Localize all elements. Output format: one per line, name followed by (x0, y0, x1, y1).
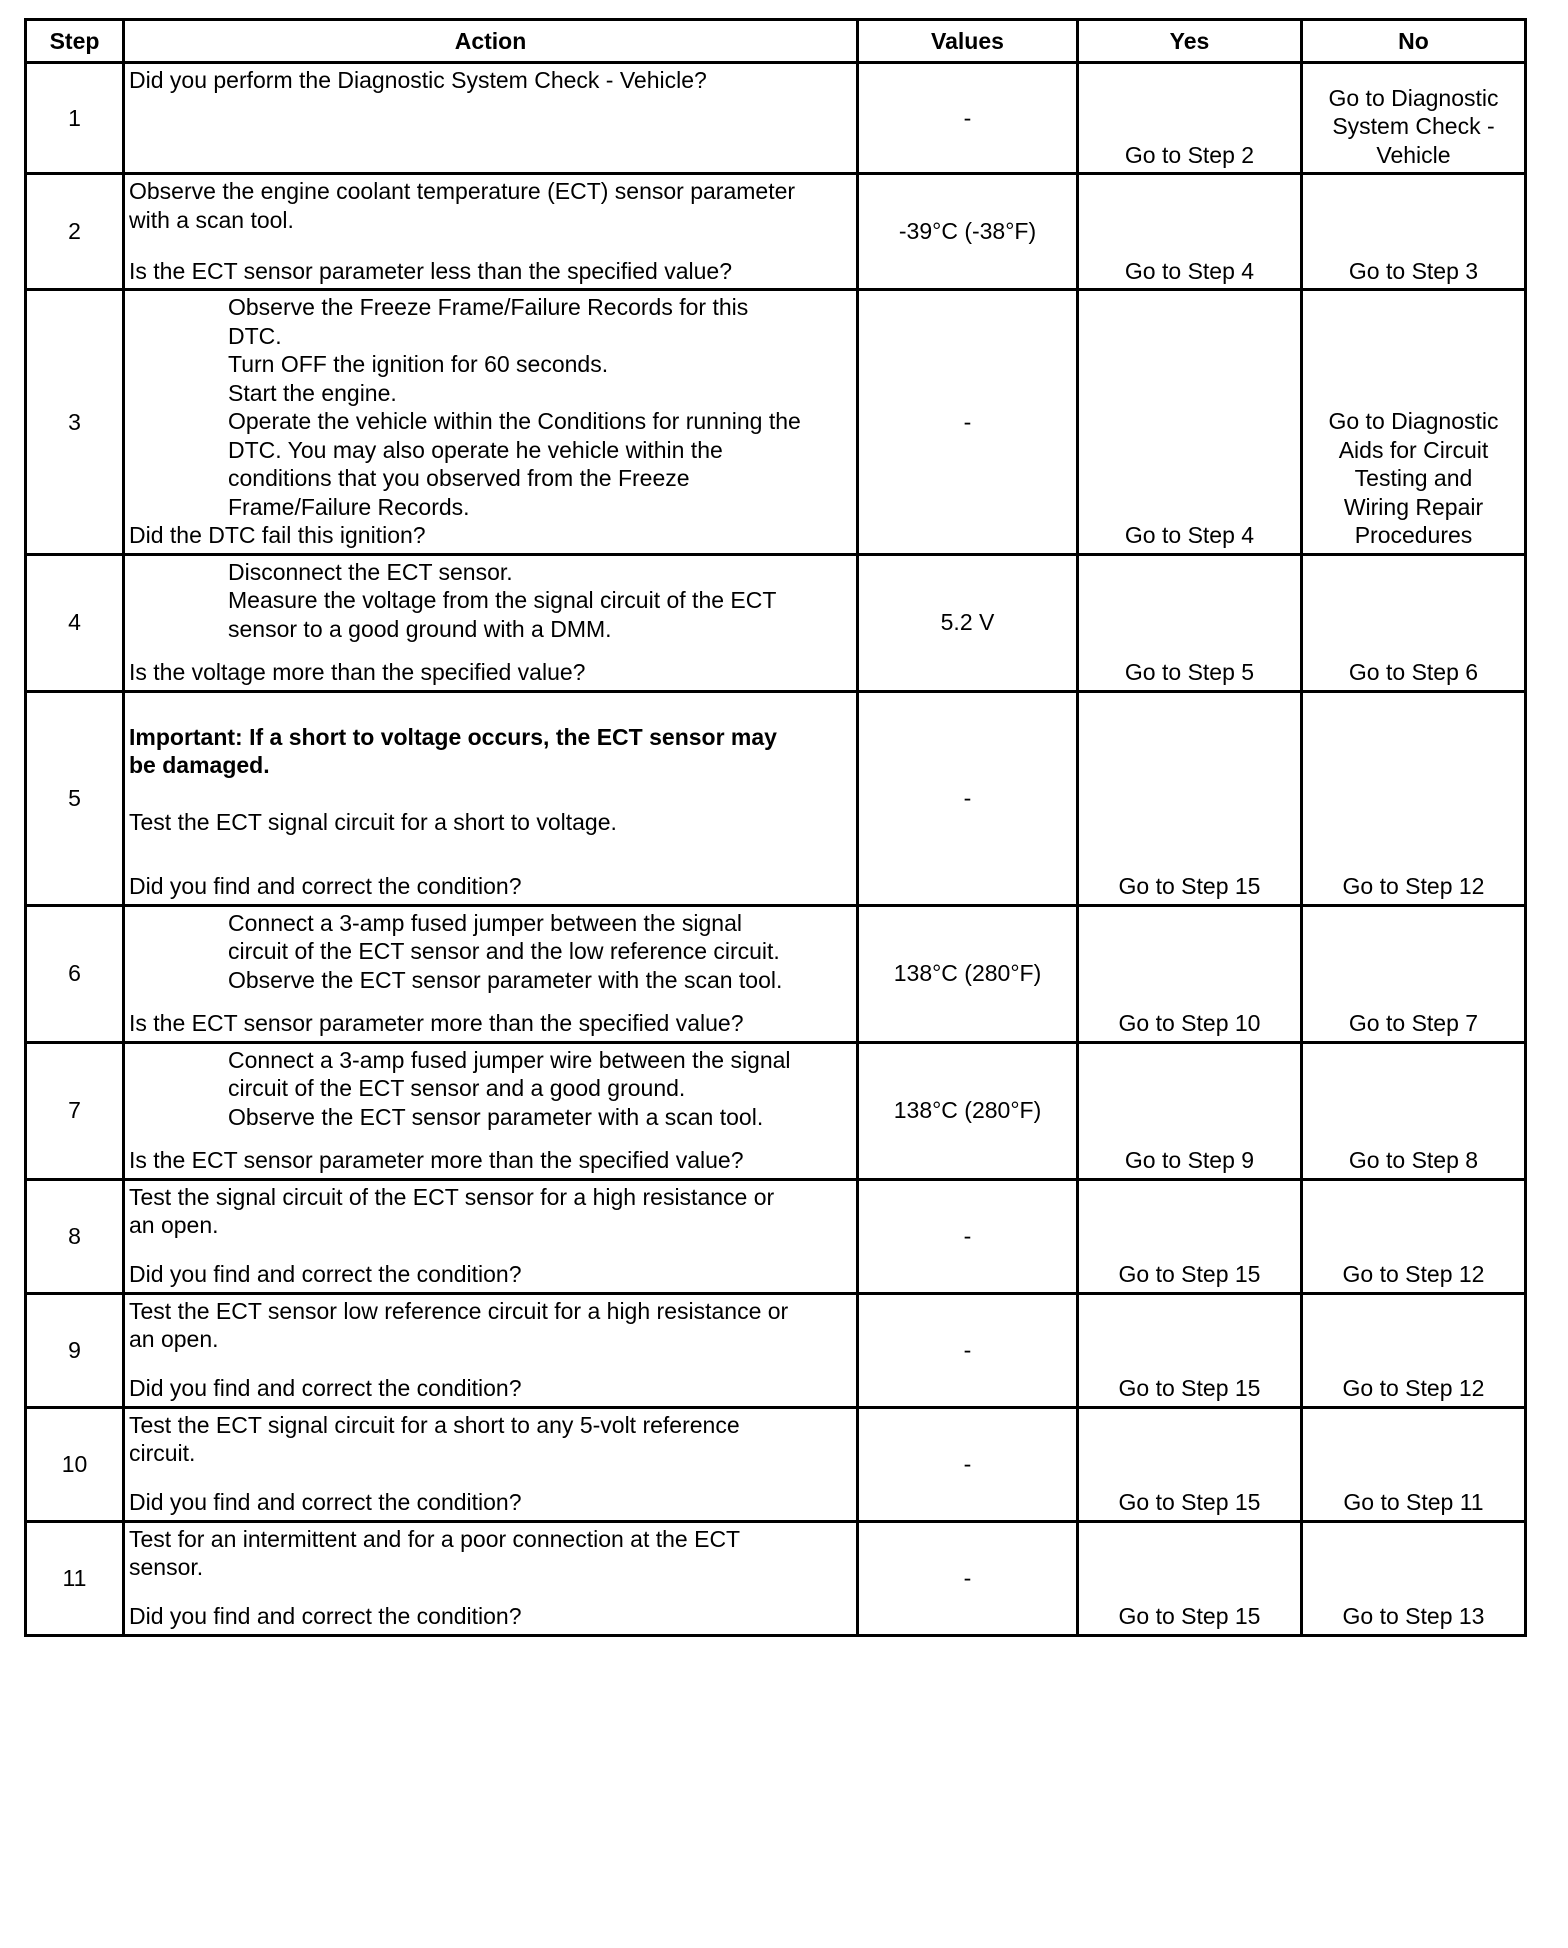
action-instructions (129, 695, 852, 837)
table-row (26, 1407, 1526, 1521)
no-result (1302, 1293, 1526, 1407)
step-number: 5 (26, 691, 124, 905)
spacer (129, 695, 852, 723)
action-cell (124, 1179, 858, 1293)
spec-value: - (858, 63, 1078, 174)
action-instructions (129, 909, 852, 995)
spacer (129, 780, 852, 808)
step-number: 7 (26, 1042, 124, 1179)
yes-result: Go to Step 5 (1078, 554, 1302, 691)
action-step-line: Connect a 3-amp fused jumper between the signal (228, 909, 742, 936)
action-content (129, 66, 852, 169)
action-instructions (129, 1297, 852, 1354)
action-step-line: conditions that you observed from the Freeze (228, 465, 690, 491)
action-instructions (129, 1411, 852, 1468)
action-line: with a scan tool. (129, 206, 294, 233)
header-yes: Yes (1078, 20, 1302, 63)
no-result-line: Procedures (1354, 522, 1473, 548)
action-step-line: circuit of the ECT sensor and the low reference circuit. (228, 938, 780, 964)
no-result-line: Go to Step 12 (1342, 1375, 1485, 1401)
action-line: sensor. (129, 1554, 204, 1580)
yes-result: Go to Step 15 (1078, 691, 1302, 905)
action-line: Test the signal circuit of the ECT sensor for a high resistance or (129, 1183, 775, 1210)
action-step-line: DTC. You may also operate he vehicle within the (228, 436, 723, 463)
action-line: Test for an intermittent and for a poor connection at the ECT (129, 1525, 741, 1552)
action-instructions (129, 177, 852, 234)
step-number: 6 (26, 905, 124, 1042)
action-cell (124, 1407, 858, 1521)
yes-result: Go to Step 15 (1078, 1407, 1302, 1521)
step-number: 11 (26, 1521, 124, 1635)
action-question: Did the DTC fail this ignition? (129, 522, 426, 548)
action-question: Is the ECT sensor parameter more than the specified value? (129, 1147, 744, 1173)
no-result (1302, 1042, 1526, 1179)
spec-value: - (858, 691, 1078, 905)
action-cell (124, 1042, 858, 1179)
action-cell (124, 290, 858, 555)
action-step-line: Observe the ECT sensor parameter with a scan tool. (228, 1103, 764, 1130)
no-result-line: Go to Step 6 (1348, 659, 1479, 685)
action-content (129, 909, 852, 1038)
action-question: Did you find and correct the condition? (129, 1603, 522, 1629)
action-question: Is the ECT sensor parameter more than the specified value? (129, 1010, 744, 1036)
action-question: Did you find and correct the condition? (129, 1261, 522, 1287)
action-step-line: DTC. (228, 322, 282, 349)
action-instructions (129, 558, 852, 644)
header-no: No (1302, 20, 1526, 63)
table-row (26, 1293, 1526, 1407)
action-cell (124, 174, 858, 290)
yes-result: Go to Step 4 (1078, 174, 1302, 290)
action-question: Did you find and correct the condition? (129, 873, 522, 899)
yes-result: Go to Step 9 (1078, 1042, 1302, 1179)
action-content (129, 293, 852, 550)
action-line: Observe the engine coolant temperature (ECT) sensor parameter (129, 178, 796, 204)
table-row (26, 1179, 1526, 1293)
no-result-line: Wiring Repair (1343, 493, 1484, 520)
table-row (26, 905, 1526, 1042)
action-content (129, 1297, 852, 1403)
action-content (129, 1046, 852, 1175)
action-line: an open. (129, 1326, 219, 1352)
step-number: 1 (26, 63, 124, 174)
action-line: an open. (129, 1212, 219, 1238)
no-result (1302, 905, 1526, 1042)
no-result (1302, 1407, 1526, 1521)
action-step-line: Disconnect the ECT sensor. (228, 558, 513, 585)
action-line: Test the ECT signal circuit for a short to voltage. (129, 808, 617, 835)
table-row (26, 174, 1526, 290)
action-instructions (129, 66, 852, 95)
table-row (26, 1042, 1526, 1179)
action-content (129, 558, 852, 687)
action-instructions (129, 1046, 852, 1132)
action-cell (124, 1293, 858, 1407)
action-instructions (129, 293, 852, 521)
action-line: circuit. (129, 1440, 196, 1466)
action-step-line: Operate the vehicle within the Conditions for running the (228, 408, 801, 434)
action-step-line: Turn OFF the ignition for 60 seconds. (228, 351, 609, 377)
no-result-line: Go to Step 8 (1348, 1147, 1479, 1173)
yes-result: Go to Step 2 (1078, 63, 1302, 174)
no-result-line: Go to Step 12 (1342, 873, 1485, 899)
important-note: Important: If a short to voltage occurs, the ECT sensor may (129, 723, 777, 750)
action-content (129, 1183, 852, 1289)
no-result-line: System Check - (1332, 113, 1495, 139)
action-question: Is the ECT sensor parameter less than the specified value? (129, 257, 733, 284)
action-step-line: circuit of the ECT sensor and a good ground. (228, 1075, 686, 1101)
action-question: Is the voltage more than the specified value? (129, 659, 586, 685)
table-row (26, 691, 1526, 905)
no-result (1302, 290, 1526, 555)
action-step-line: Connect a 3-amp fused jumper wire between the signal (228, 1046, 791, 1073)
spec-value: -39°C (-38°F) (858, 174, 1078, 290)
yes-result: Go to Step 4 (1078, 290, 1302, 555)
no-result-line: Go to Step 13 (1342, 1603, 1485, 1629)
spec-value: 138°C (280°F) (858, 1042, 1078, 1179)
action-content (129, 177, 852, 285)
yes-result: Go to Step 10 (1078, 905, 1302, 1042)
yes-result: Go to Step 15 (1078, 1293, 1302, 1407)
action-cell (124, 63, 858, 174)
action-line: Did you perform the Diagnostic System Check - Vehicle? (129, 67, 707, 93)
action-line: Test the ECT sensor low reference circuit for a high resistance or (129, 1297, 789, 1324)
action-content (129, 1411, 852, 1517)
table-row (26, 554, 1526, 691)
important-note: be damaged. (129, 752, 270, 778)
action-step-line: Observe the ECT sensor parameter with the scan tool. (228, 966, 783, 993)
step-number: 3 (26, 290, 124, 555)
no-result (1302, 1521, 1526, 1635)
header-action: Action (124, 20, 858, 63)
action-cell (124, 691, 858, 905)
table-row (26, 290, 1526, 555)
action-question: Did you find and correct the condition? (129, 1375, 522, 1401)
no-result-line: Go to Step 3 (1348, 257, 1479, 284)
action-step-line: Measure the voltage from the signal circuit of the ECT (228, 587, 777, 613)
no-result-line: Aids for Circuit (1338, 436, 1489, 463)
table-row (26, 1521, 1526, 1635)
no-result-line: Go to Diagnostic (1328, 408, 1499, 434)
action-step-line: Frame/Failure Records. (228, 493, 470, 520)
action-cell (124, 554, 858, 691)
no-result-line: Go to Step 7 (1348, 1010, 1479, 1036)
no-result-line: Go to Diagnostic (1328, 84, 1499, 111)
table-row (26, 63, 1526, 174)
spec-value: - (858, 1521, 1078, 1635)
no-result-line: Go to Step 12 (1342, 1261, 1485, 1287)
step-number: 8 (26, 1179, 124, 1293)
table-body (26, 63, 1526, 1636)
header-values: Values (858, 20, 1078, 63)
spec-value: - (858, 290, 1078, 555)
yes-result: Go to Step 15 (1078, 1179, 1302, 1293)
action-step-line: sensor to a good ground with a DMM. (228, 615, 612, 642)
action-line: Test the ECT signal circuit for a short to any 5-volt reference (129, 1411, 740, 1438)
action-step-line: Observe the Freeze Frame/Failure Records for this (228, 294, 749, 320)
step-number: 4 (26, 554, 124, 691)
action-question: Did you find and correct the condition? (129, 1489, 522, 1515)
spec-value: - (858, 1293, 1078, 1407)
step-number: 10 (26, 1407, 124, 1521)
yes-result: Go to Step 15 (1078, 1521, 1302, 1635)
action-step-line: Start the engine. (228, 379, 397, 406)
header-step: Step (26, 20, 124, 63)
no-result-line: Testing and (1354, 465, 1473, 491)
spec-value: - (858, 1179, 1078, 1293)
no-result (1302, 63, 1526, 174)
step-number: 2 (26, 174, 124, 290)
action-content (129, 695, 852, 901)
action-instructions (129, 1183, 852, 1240)
no-result (1302, 691, 1526, 905)
action-content (129, 1525, 852, 1631)
no-result (1302, 174, 1526, 290)
no-result-line: Vehicle (1376, 141, 1451, 168)
action-cell (124, 1521, 858, 1635)
action-instructions (129, 1525, 852, 1582)
no-result (1302, 1179, 1526, 1293)
action-cell (124, 905, 858, 1042)
diagnostic-table (24, 18, 1527, 1637)
spec-value: - (858, 1407, 1078, 1521)
step-number: 9 (26, 1293, 124, 1407)
spec-value: 5.2 V (858, 554, 1078, 691)
header-row (26, 20, 1526, 63)
spec-value: 138°C (280°F) (858, 905, 1078, 1042)
no-result-line: Go to Step 11 (1343, 1489, 1484, 1515)
no-result (1302, 554, 1526, 691)
